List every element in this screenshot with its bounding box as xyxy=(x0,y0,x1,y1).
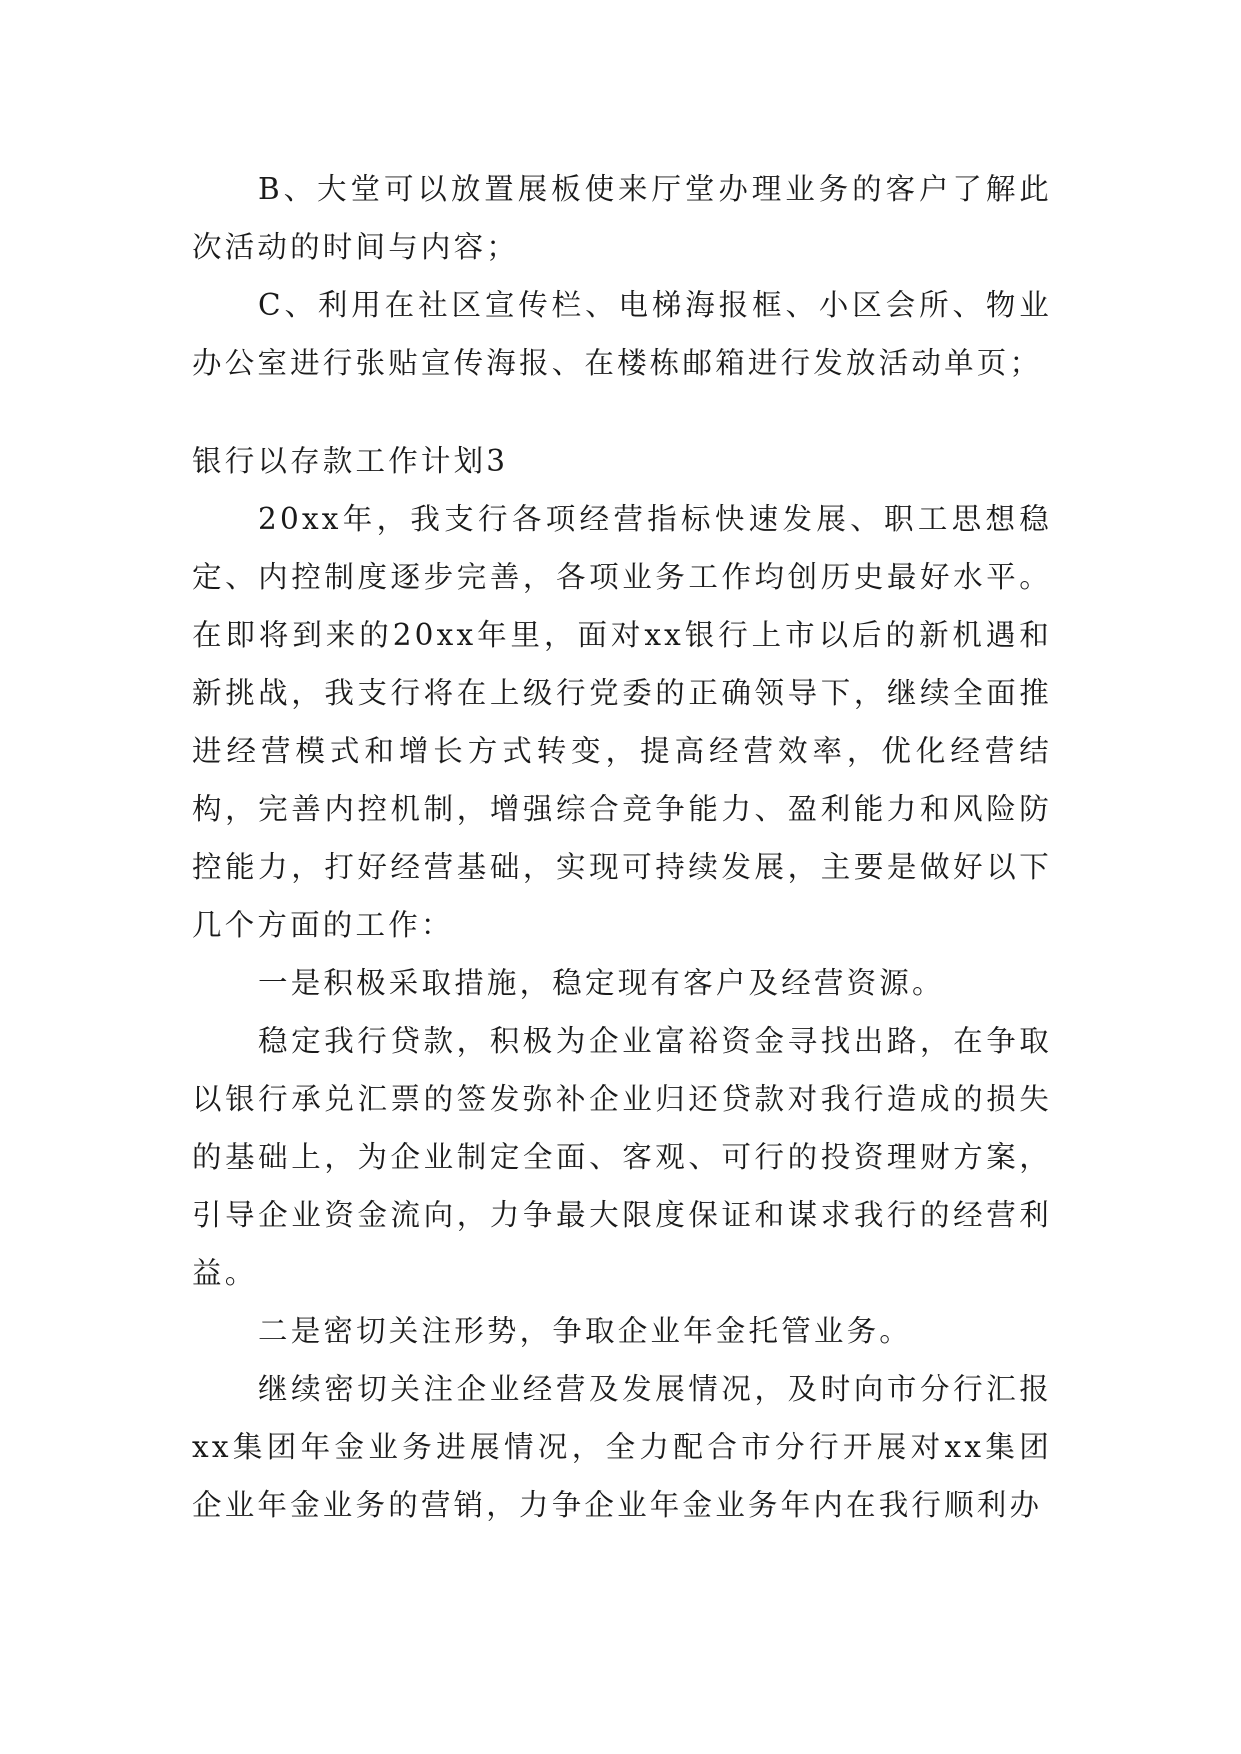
paragraph-intro: 20xx年，我支行各项经营指标快速发展、职工思想稳定、内控制度逐步完善，各项业务工作均创历史最好水平。在即将到来的20xx年里，面对xx银行上市以后的新机遇和新挑战，我支行将在上级行党委的正确领导下，继续全面推进经营模式和增长方式转变，提高经营效率，优化经营结构，完善内控机制，增强综合竞争能力、盈利能力和风险防控能力，打好经营基础，实现可持续发展，主要是做好以下几个方面的工作： xyxy=(192,502,1052,942)
paragraph-item-b: B、大堂可以放置展板使来厅堂办理业务的客户了解此次活动的时间与内容； xyxy=(192,172,1052,264)
document-body xyxy=(192,160,1052,1534)
section-heading: 银行以存款工作计划3 xyxy=(192,444,509,478)
paragraph-point-two: 二是密切关注形势，争取企业年金托管业务。 xyxy=(258,1314,913,1348)
paragraph-point-one: 一是积极采取措施，稳定现有客户及经营资源。 xyxy=(258,966,945,1000)
paragraph-item-c: C、利用在社区宣传栏、电梯海报框、小区会所、物业办公室进行张贴宣传海报、在楼栋邮箱进行发放活动单页； xyxy=(192,288,1052,380)
paragraph-point-one-detail: 稳定我行贷款，积极为企业富裕资金寻找出路，在争取以银行承兑汇票的签发弥补企业归还贷款对我行造成的损失的基础上，为企业制定全面、客观、可行的投资理财方案，引导企业资金流向，力争最大限度保证和谋求我行的经营利益。 xyxy=(192,1024,1052,1290)
paragraph-point-two-detail: 继续密切关注企业经营及发展情况，及时向市分行汇报xx集团年金业务进展情况，全力配合市分行开展对xx集团企业年金业务的营销，力争企业年金业务年内在我行顺利办 xyxy=(192,1372,1052,1522)
